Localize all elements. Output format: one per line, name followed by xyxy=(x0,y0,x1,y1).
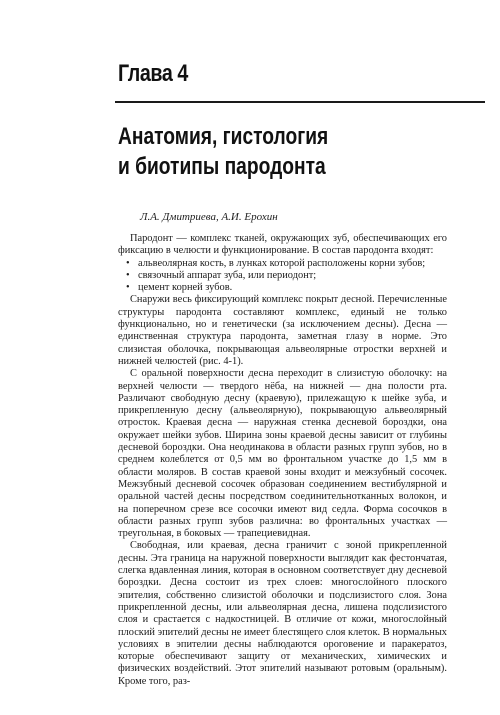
paragraph: С оральной поверхности десна переходит в слизистую оболочку: на верхней челюсти — твердого нёба, на нижней — дна полости рта. Различают свободную десну (краевую), прилежащую к шейке зуба, и прикрепленную десну (альвеолярную), покрывающую альвеолярный отросток. Краевая десна — наружная стенка десневой бороздки, она окружает шейки зубов. Ширина зоны краевой десны зависит от глубины десневой бороздки. Она неодинакова в области разных групп зубов, но в среднем колеблется от 0,5 мм во фронтальном участке до 1,5 мм в области моляров. В состав краевой зоны входит и межзубный сосочек. Межзубный десневой сосочек образован соединением вестибулярной и оральной частей десны посредством соединительнотканных волокон, и на поперечном срезе все сосочки имеют вид седла. Форма сосочков в области разных групп зубов различна: во фронтальных участках — треугольная, в боковых — трапециевидная. xyxy=(118,368,447,540)
bullet-list xyxy=(118,258,447,295)
list-item: • связочный аппарат зуба, или периодонт; xyxy=(126,269,317,281)
paragraph: Снаружи весь фиксирующий комплекс покрыт десной. Перечисленные структуры пародонта составляют комплекс, единый не только функционально, но и генетически (за исключением десны). Десна — единственная структура пародонта, заметная глазу в норме. Это слизистая оболочка, покрывающая альвеолярные отростки верхней и нижней челюстей (рис. 4-1). xyxy=(118,294,447,367)
chapter-label: Глава 4 xyxy=(118,60,188,87)
chapter-divider xyxy=(115,101,485,103)
list-item: • цемент корней зубов. xyxy=(126,282,233,294)
chapter-title xyxy=(118,122,382,182)
bullet-icon: • xyxy=(126,269,130,281)
bullet-icon: • xyxy=(126,282,130,294)
paragraph: Свободная, или краевая, десна граничит с зоной прикрепленной десны. Эта граница на наружной поверхности выглядит как фестончатая, слегка вдавленная линия, которая в основном соответствует дну десневой бороздки. Десна состоит из трех слоев: многослойного плоского эпителия, собственно слизистой оболочки и подслизистого слоя. Зона прикрепленной десны, или альвеолярная десна, лишена подслизистого слоя и срастается с надкостницей. В отличие от кожи, многослойный плоский эпителий десны не имеет блестящего слоя клеток. В нормальных условиях в эпителии десны наблюдаются ороговение и паракератоз, которые обеспечивают защиту от механических, химических и физических воздействий. Этот эпителий называют ротовым (оральным). Кроме того, раз- xyxy=(118,540,447,687)
title-line-1: Анатомия, гистология xyxy=(118,123,329,150)
bullet-icon: • xyxy=(126,257,130,269)
intro-paragraph: Пародонт — комплекс тканей, окружающих зуб, обеспечивающих его фиксацию в челюсти и функционирование. В состав пародонта входят: xyxy=(118,233,447,257)
body-text xyxy=(118,233,447,688)
list-item: • альвеолярная кость, в лунках которой расположены корни зубов; xyxy=(126,257,426,269)
title-line-2: и биотипы пародонта xyxy=(118,153,326,180)
authors: Л.А. Дмитриева, А.И. Ерохин xyxy=(140,211,278,223)
